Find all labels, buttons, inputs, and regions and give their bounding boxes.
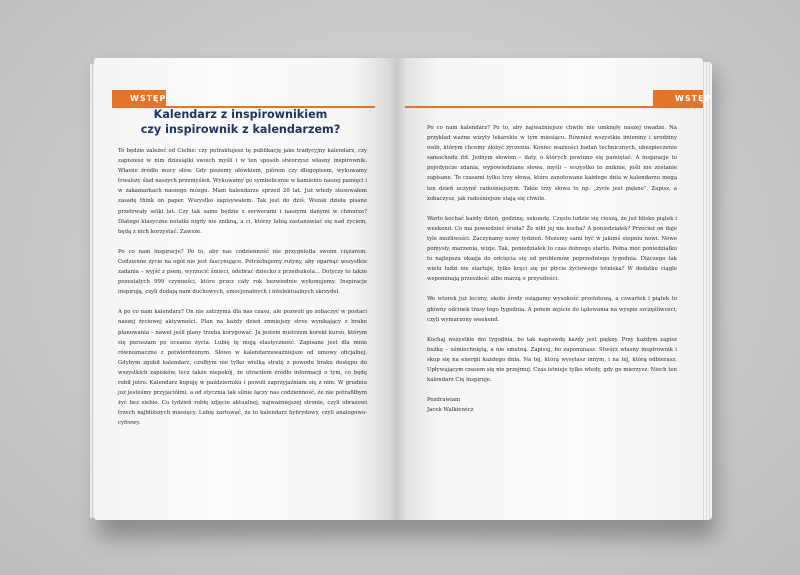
signature-greeting: Pozdrawiam — [427, 397, 461, 404]
section-tag-left: WSTĘP — [112, 90, 166, 108]
section-tag-right: WSTĘP — [653, 90, 703, 108]
paragraph: Kochaj wszystkie dni tygodnia, bo tak naprawdę każdy jest piękny. Przy każdym zapisz buźkę – uśmiechniętą, a nie smutną. Zapisuj, bo zapominasz. Stwórz własny inspirownik i skup się na energii każdego dnia. Na tej, którą wysyłasz innym, i na tej, którą odbierasz. Upływającym czasem się nie przejmuj. Czas istnieje tylko wtedy, gdy go mierzysz. Niech ten kalendarz Cię inspiruje. — [427, 336, 677, 384]
title-line-1: Kalendarz z inspirownikiem — [153, 108, 328, 121]
paragraph: To będzie zależeć od Ciebie: czy potraktujesz tę publikację jako tradycyjny kalendarz, czy zapiszesz w nim dziesiątki swoich myśli i w ten sposób stworzysz własny inspirownik. Własne źródło mocy słów. Gdy piszemy ołówkiem, piórem czy długopisem, wykuwamy trwalszy ślad naszych przemyśleń. Wykuwamy go symbolicznie w kamieniu naszej pamięci i w zakamarkach naszego mózgu. Mam kalendarze sprzed 20 lat. Już wtedy stosowałem zasadę think on paper. Wszystko zapisywałem. Tak jest do dziś. Wszak dzieła pisane przetrwały setki lat. Czy tak samo będzie z serwerami i naszymi danymi w chmurze? Dlatego klasyczne notatki nigdy nie znikną, a ci, którzy lubią zastanawiać się nad życiem, będą z nich korzystać. Zawsze. — [118, 148, 367, 235]
left-body-text — [118, 146, 367, 438]
paragraph: Warto kochać każdy dzień, godzinę, sekundę. Często ludzie się cieszą, że już blisko piątek i weekend. Co ma powiedzieć środa? Że nikt jej nie kocha? A poniedziałek? Przecież on daje tyle możliwości. Zaczynamy nowy tydzień. Możemy sami być w jakimś stopniu nowi. Nowe pomysły, marzenia, wizje. Tak, poniedziałek to czas dobrego startu. Pełna moc poniedziałku to najlepsza okazja do odcięcia się od problemów poprzedniego tygodnia. Dlaczego tak wielu ludzi nie startuje, tylko kręci się po płycie życiowego lotniska? W dodatku ciągle wspominają przeszłość albo marzą o przyszłości. — [427, 215, 677, 283]
signature-name: Jacek Walkiewicz — [427, 407, 474, 414]
left-page — [94, 58, 397, 520]
orange-rule-right — [405, 106, 703, 108]
paragraph: Po co nam inspiracje? Po to, aby nas codzienność nie przygniotła swoim ciężarem. Codzienne życie na ogół nie jest fascynujące. Potrzebujemy rutyny, aby ogarnąć wszystkie zadania – wyjść z psem, wyrzucić śmieci, odebrać dziecko z przedszkola... Dotyczy to także pozostałych 999 czynności, które przez cały rok bezwiednie wykonujemy. Inspiracje inspirują, czyli dodają nam duchowych, emocjonalnych i intelektualnych skrzydeł. — [118, 248, 367, 296]
paragraph: We wtorek już lecimy, około środy osiągamy wysokość przelotową, a czwartek i piątek to główny odcinek trasy tego tygodnia. A potem zejście do lądowania na wyspie szczęśliwości, czyli wymarzony weekend. — [427, 296, 677, 323]
right-page — [397, 58, 712, 520]
page-title — [124, 107, 357, 137]
right-body-text — [427, 123, 677, 415]
title-line-2: czy inspirownik z kalendarzem? — [140, 123, 341, 136]
paragraph: A po co nam kalendarz? On nie zatrzyma dla nas czasu, ale pozwoli go zobaczyć w postaci naszej życiowej aktywności. Plan na każdy dzień zmniejszy stres wynikający z braku planowania – nawet jeśli plany trzeba korygować. Ja jestem mistrzem korekt kursu, którym się poruszam po oceanie życia. Lubię tę moją elastyczność. Zapisane jest dla mnie równoznaczne z potwierdzonym. Słowo w kalendarzuważniejsze od umowy oficjalnej. Gdybym zgubił kalendarz, czułbym nie tylko wielką stratę z powodu braku dostępu do wszystkich zapisków, lecz także niepokój, że utraciłem źródło informacji o tym, co będę robił jutro. Kalendarz kupuję w październiku i powoli zaprzyjaźniam się z nim. W grudniu już jesteśmy przyjaciółmi, a od stycznia tak silnie łączy nas codzienność, że nie potrafiłbym żyć bez siebie. Co tydzień robię zdjęcie aktualnej, najważniejszej stronie, czyli obrazowi trzech najbliższych miesięcy. Lubię żartować, że to kalendarz hybrydowy, czyli analogowo-cyfrowy. — [118, 309, 367, 427]
paragraph: Po co nam kalendarz? Po to, aby najważniejsze chwile nie umknęły naszej uwadze. Na przykład ważne wizyty lekarskie w tym miesiącu. Również wszystkie imieniny i urodziny osób, którym chcemy złożyć życzenia. Koniec ważności badań technicznych, ubezpieczenie samochodu itd. Jednym słowem – daty, o których powinno się pamiętać. A inspiracje to pojedyncze zdania, wypowiedziane słowa, myśli – wszystko to zniknie, jeśli nie zostanie zapisane. To czasami tylko trzy słowa, które zanotowane każdego dnia w kalendarzu mogą ten dzień uczynić radośniejszym. Takie trzy słowa to np. „życie jest piękne”. Zapisz, a zobaczysz, jak radośniejsze stają się chwile. — [427, 125, 677, 202]
